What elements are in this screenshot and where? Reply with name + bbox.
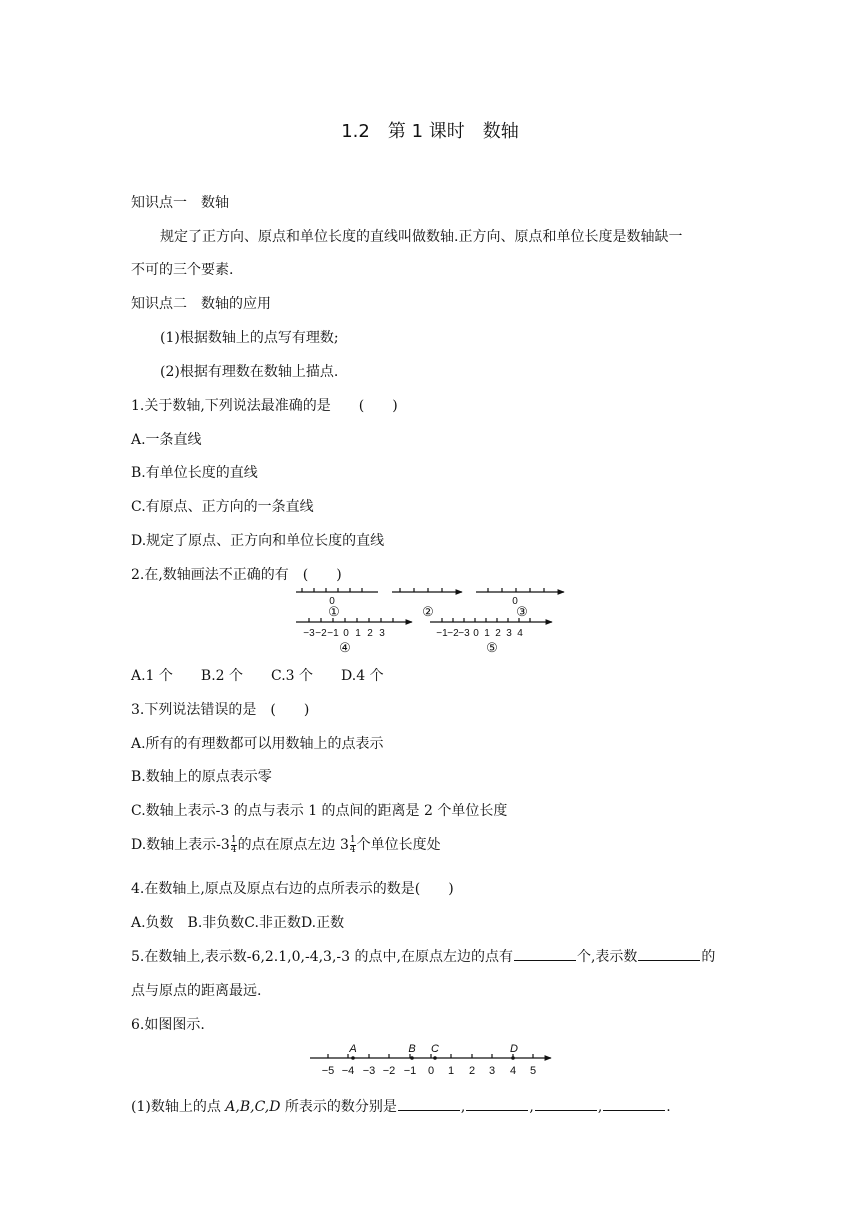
- point-label-a: A: [349, 1043, 357, 1055]
- point-label-c: C: [431, 1043, 439, 1055]
- tick-label: 4: [517, 628, 523, 639]
- paragraph-line: 规定了正方向、原点和单位长度的直线叫做数轴.正方向、原点和单位长度是数轴缺一: [160, 229, 683, 245]
- answer-blank[interactable]: [398, 1098, 460, 1111]
- tick-label: −4: [341, 1065, 355, 1077]
- figure-label-1: ①: [328, 604, 340, 619]
- list-item: (1)根据数轴上的点写有理数;: [160, 330, 339, 346]
- fraction: $\frac{1}{4}$: [230, 834, 237, 855]
- tick-label: −5: [321, 1065, 335, 1077]
- option-b: B.有单位长度的直线: [131, 465, 258, 481]
- tick-label: 1: [484, 628, 490, 639]
- point-label-b: B: [408, 1043, 416, 1055]
- option-d: D.规定了原点、正方向和单位长度的直线: [131, 533, 385, 549]
- tick-label: 2: [367, 628, 373, 639]
- option-c: C.数轴上表示-3 的点与表示 1 的点间的距离是 2 个单位长度: [131, 803, 508, 819]
- answer-blank[interactable]: [603, 1098, 665, 1111]
- tick-label: 3: [488, 1065, 496, 1077]
- tick-label: 2: [495, 628, 501, 639]
- tick-label: 0: [329, 596, 335, 607]
- question-6-stem: 6.如图图示.: [131, 1017, 205, 1033]
- answer-blank[interactable]: [466, 1098, 528, 1111]
- tick-label: −3: [362, 1065, 376, 1077]
- figure-label-4: ④: [339, 640, 351, 655]
- number-line-figure-q2: [290, 584, 575, 659]
- figure-label-5: ⑤: [486, 640, 498, 655]
- option-d-text: 的点在原点左边 3: [237, 837, 349, 853]
- point-d: [511, 1056, 515, 1060]
- number-line-figure-q6: [305, 1040, 555, 1082]
- tick-label: −3: [458, 628, 470, 639]
- point-c: [433, 1056, 437, 1060]
- tick-label: 4: [509, 1065, 517, 1077]
- option-a: A.所有的有理数都可以用数轴上的点表示: [131, 736, 384, 752]
- answer-blank[interactable]: [514, 948, 576, 961]
- tick-label: −2: [382, 1065, 396, 1077]
- figure-label-2: ②: [422, 604, 434, 619]
- tick-label: 0: [343, 628, 349, 639]
- tick-label: 0: [512, 596, 518, 607]
- question-3-stem: 3.下列说法错误的是 ( ): [131, 702, 310, 718]
- tick-label: −1: [403, 1065, 417, 1077]
- question-6-sub-1: (1)数轴上的点 A,B,C,D 所表示的数分别是 , , , .: [131, 1099, 671, 1115]
- option-b: B.数轴上的原点表示零: [131, 769, 272, 785]
- option-d-text: D.数轴上表示-3: [131, 837, 230, 853]
- question-4-stem: 4.在数轴上,原点及原点右边的点所表示的数是( ): [131, 881, 454, 897]
- point-label-d: D: [510, 1043, 518, 1055]
- question-2-stem: 2.在,数轴画法不正确的有 ( ): [131, 567, 342, 583]
- tick-label: 3: [379, 628, 385, 639]
- tick-label: 3: [506, 628, 512, 639]
- tick-label: −2: [315, 628, 327, 639]
- question-1-stem: 1.关于数轴,下列说法最准确的是 ( ): [131, 398, 398, 414]
- tick-label: 1: [447, 1065, 455, 1077]
- answer-blank[interactable]: [535, 1098, 597, 1111]
- tick-label: 1: [355, 628, 361, 639]
- option-a: A.一条直线: [131, 432, 202, 448]
- question-2-options: A.1 个 B.2 个 C.3 个 D.4 个: [131, 668, 384, 684]
- tick-label: −1: [436, 628, 448, 639]
- tick-label: −3: [303, 628, 315, 639]
- question-4-options: A.负数 B.非负数C.非正数D.正数: [131, 915, 345, 931]
- tick-label: 0: [427, 1065, 435, 1077]
- tick-label: −1: [327, 628, 339, 639]
- option-d: [131, 834, 441, 855]
- paragraph-line: 不可的三个要素.: [131, 262, 234, 278]
- point-names: A,B,C,D: [225, 1099, 281, 1115]
- question-5-line-1: 5.在数轴上,表示数-6,2.1,0,-4,3,-3 的点中,在原点左边的点有 个,表示数 的: [131, 949, 716, 965]
- tick-label: 2: [468, 1065, 476, 1077]
- section-heading-2: 知识点二 数轴的应用: [131, 296, 271, 312]
- figure-label-3: ③: [516, 604, 528, 619]
- option-d-text: 个单位长度处: [356, 837, 441, 853]
- answer-blank[interactable]: [638, 948, 700, 961]
- section-heading-1: 知识点一 数轴: [131, 195, 229, 211]
- list-item: (2)根据有理数在数轴上描点.: [160, 364, 339, 380]
- point-a: [351, 1056, 355, 1060]
- point-b: [410, 1056, 414, 1060]
- question-5-line-2: 点与原点的距离最远.: [131, 983, 262, 999]
- option-c: C.有原点、正方向的一条直线: [131, 499, 314, 515]
- tick-label: 5: [529, 1065, 537, 1077]
- tick-label: 0: [473, 628, 479, 639]
- fraction: $\frac{1}{4}$: [349, 834, 356, 855]
- page-title: 1.2 第 1 课时 数轴: [341, 121, 519, 142]
- tick-label: −2: [447, 628, 459, 639]
